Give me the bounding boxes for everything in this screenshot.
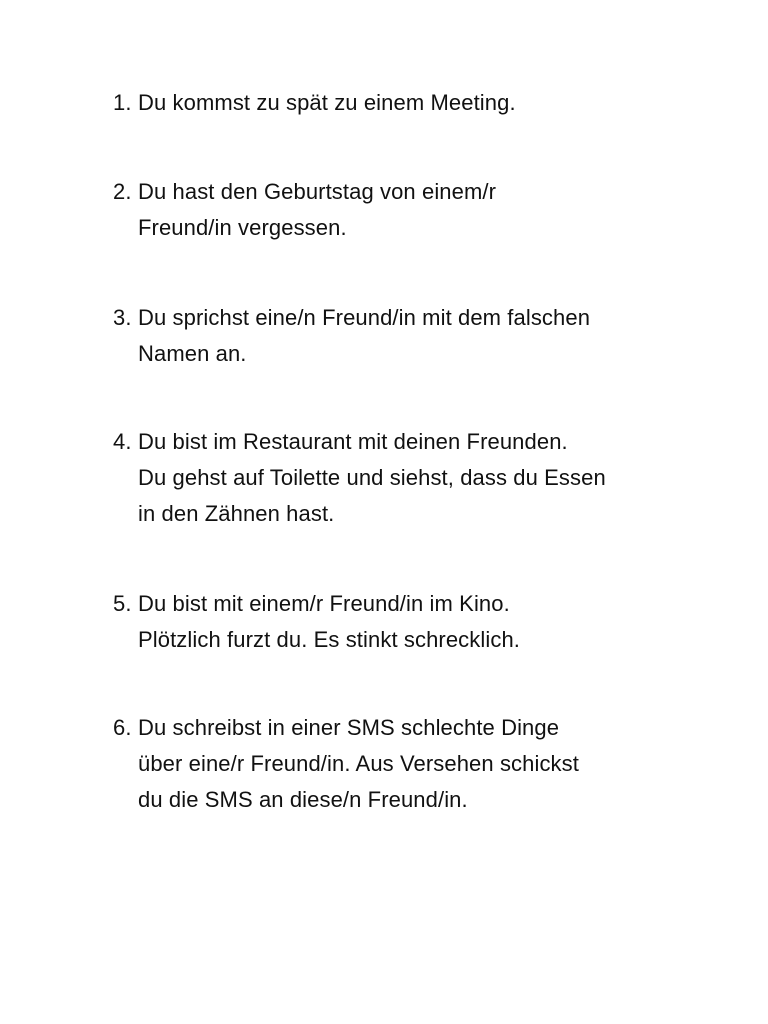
item-line: Du sprichst eine/n Freund/in mit dem falschen: [138, 305, 591, 330]
item-line: Du bist mit einem/r Freund/in im Kino.: [138, 591, 510, 616]
item-text: [138, 710, 713, 818]
item-line: Freund/in vergessen.: [138, 215, 347, 240]
item-text: [138, 174, 713, 246]
item-text: [138, 424, 713, 532]
item-line: Du bist im Restaurant mit deinen Freunden.: [138, 429, 568, 454]
item-line: du die SMS an diese/n Freund/in.: [138, 787, 468, 812]
item-number: 4.: [113, 429, 132, 454]
list-item: [113, 300, 713, 372]
item-number: 6.: [113, 715, 132, 740]
item-number: 3.: [113, 305, 132, 330]
item-line: über eine/r Freund/in. Aus Versehen schickst: [138, 751, 579, 776]
item-text: [138, 586, 713, 658]
list-item: [113, 85, 713, 121]
item-line: Du schreibst in einer SMS schlechte Dinge: [138, 715, 560, 740]
item-line: Plötzlich furzt du. Es stinkt schrecklich.: [138, 627, 520, 652]
item-line: Du hast den Geburtstag von einem/r: [138, 179, 497, 204]
item-line: Namen an.: [138, 341, 247, 366]
item-text: [138, 85, 713, 121]
item-text: [138, 300, 713, 372]
list-item: [113, 424, 713, 532]
list-item: [113, 174, 713, 246]
item-line: in den Zähnen hast.: [138, 501, 335, 526]
list-item: [113, 710, 713, 818]
item-line: Du gehst auf Toilette und siehst, dass du Essen: [138, 465, 606, 490]
item-number: 1.: [113, 90, 132, 115]
item-number: 2.: [113, 179, 132, 204]
item-number: 5.: [113, 591, 132, 616]
item-line: Du kommst zu spät zu einem Meeting.: [138, 90, 516, 115]
list-item: [113, 586, 713, 658]
